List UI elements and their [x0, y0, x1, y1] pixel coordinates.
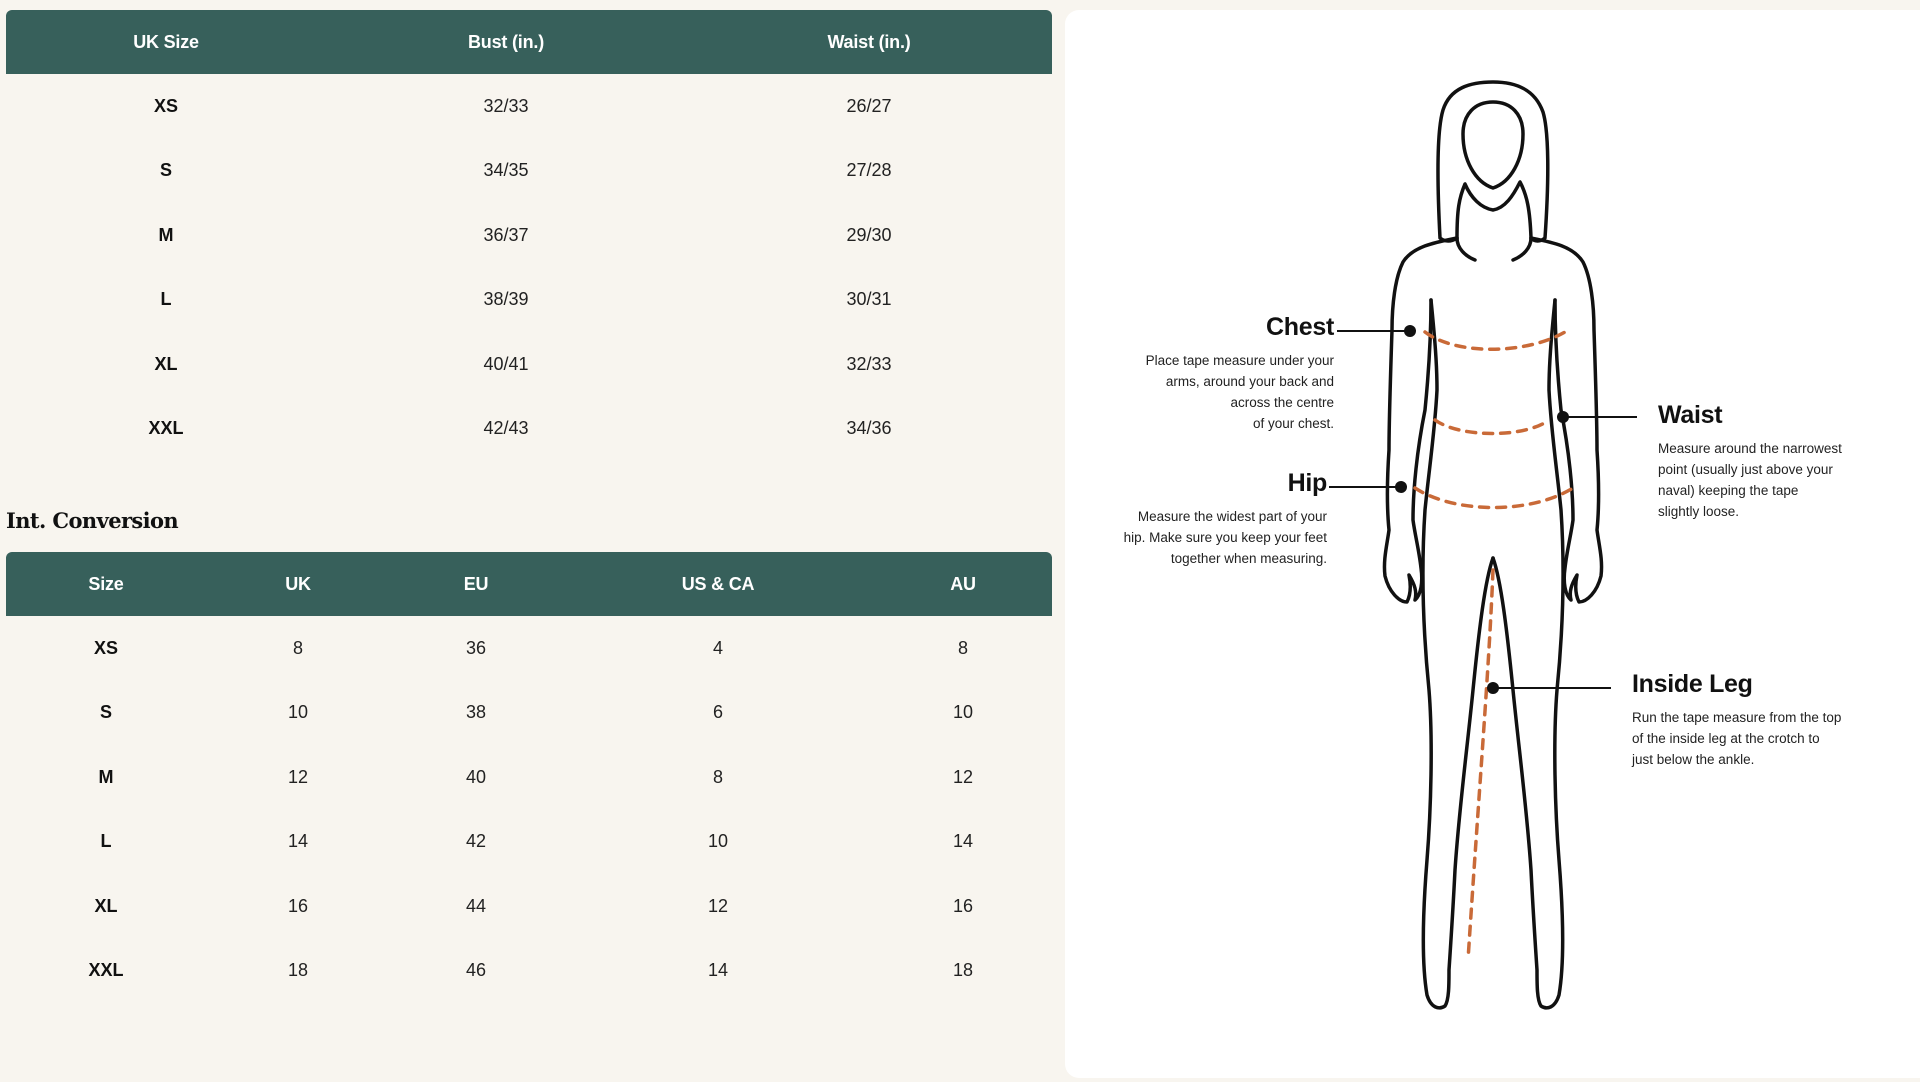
- inside-leg-callout: [1632, 670, 1882, 770]
- eu-cell: 36: [465, 637, 487, 658]
- leader-lines: [1329, 331, 1637, 688]
- waist-title: Waist: [1658, 401, 1723, 429]
- size-cell: XXL: [88, 960, 124, 981]
- us-ca-cell: 10: [707, 831, 729, 852]
- hip-line: hip. Make sure you keep your feet: [1123, 530, 1327, 545]
- size-cell: XS: [93, 637, 118, 658]
- size-cell: XL: [94, 895, 118, 916]
- hip-dot: [1395, 481, 1407, 493]
- hair-outline: [1438, 82, 1548, 241]
- inside-leg-line: just below the ankle.: [1632, 752, 1755, 767]
- eu-cell: 46: [465, 960, 487, 981]
- waist-cell: 30/31: [846, 289, 892, 310]
- waist-cell: 26/27: [846, 95, 892, 116]
- eu-cell: 44: [465, 895, 487, 916]
- chest-line: of your chest.: [1252, 416, 1334, 431]
- hip-title: Hip: [1287, 469, 1327, 497]
- conversion-table-container: [6, 552, 1052, 1003]
- eu-cell: 42: [465, 831, 487, 852]
- chest-callout: [1110, 313, 1334, 434]
- right-body-outline: [1493, 300, 1563, 1008]
- size-cell: XL: [154, 353, 178, 374]
- bust-cell: 42/43: [483, 418, 529, 439]
- hip-description: [1087, 506, 1327, 569]
- tape-measure-lines: [1415, 332, 1573, 960]
- conversion-title: Int. Conversion: [6, 508, 179, 533]
- table-row: [6, 616, 1052, 681]
- uk-cell: 12: [287, 766, 309, 787]
- eu-cell: 40: [465, 766, 487, 787]
- us-ca-cell: 12: [707, 895, 729, 916]
- waist-dot: [1557, 411, 1569, 423]
- header-eu: EU: [390, 552, 562, 616]
- waist-line: Measure around the narrowest: [1658, 441, 1842, 456]
- conversion-table: [6, 552, 1052, 1003]
- eu-cell: 38: [465, 702, 487, 723]
- waist-cell: 34/36: [846, 418, 892, 439]
- waist-cell: 29/30: [846, 224, 892, 245]
- table-header-row: [6, 10, 1052, 74]
- chest-title: Chest: [1266, 313, 1334, 341]
- waist-line: point (usually just above your: [1658, 462, 1833, 477]
- left-body-outline: [1423, 300, 1493, 1008]
- waist-line: naval) keeping the tape: [1658, 483, 1799, 498]
- right-neck-line: [1513, 238, 1531, 260]
- chest-line: Place tape measure under your: [1145, 353, 1334, 368]
- table-header-row: [6, 552, 1052, 616]
- chest-description: [1110, 350, 1334, 434]
- us-ca-cell: 14: [707, 960, 729, 981]
- bust-cell: 34/35: [483, 160, 529, 181]
- inside-leg-dot: [1487, 682, 1499, 694]
- left-neck-line: [1457, 238, 1475, 260]
- face-outline: [1463, 102, 1523, 188]
- uk-cell: 8: [292, 637, 303, 658]
- table-row: [6, 332, 1052, 397]
- waist-cell: 27/28: [846, 160, 892, 181]
- us-ca-cell: 8: [712, 766, 723, 787]
- header-uk: UK: [206, 552, 390, 616]
- us-ca-cell: 6: [712, 702, 723, 723]
- table-row: [6, 874, 1052, 939]
- header-waist: Waist (in.): [686, 10, 1052, 74]
- size-cell: M: [98, 766, 114, 787]
- chest-line: across the centre: [1230, 395, 1334, 410]
- header-bust: Bust (in.): [326, 10, 686, 74]
- body-outline: [1384, 82, 1601, 1008]
- au-cell: 18: [952, 960, 974, 981]
- table-row: [6, 397, 1052, 462]
- size-cell: S: [159, 160, 172, 181]
- inside-leg-description: [1632, 707, 1882, 770]
- size-cell: XXL: [148, 418, 184, 439]
- table-row: [6, 203, 1052, 268]
- uk-size-table: [6, 10, 1052, 461]
- waist-callout: [1658, 401, 1898, 522]
- table-row: [6, 939, 1052, 1004]
- hip-tape-line: [1415, 488, 1573, 508]
- size-cell: S: [99, 702, 112, 723]
- au-cell: 10: [952, 702, 974, 723]
- uk-cell: 10: [287, 702, 309, 723]
- table-row: [6, 810, 1052, 875]
- uk-size-table-container: [6, 10, 1052, 461]
- size-cell: L: [160, 289, 172, 310]
- table-row: [6, 681, 1052, 746]
- inside-leg-line: of the inside leg at the crotch to: [1632, 731, 1820, 746]
- bust-cell: 40/41: [483, 353, 529, 374]
- hip-callout: [1087, 469, 1327, 569]
- bust-cell: 36/37: [483, 224, 529, 245]
- inside-leg-title: Inside Leg: [1632, 670, 1753, 698]
- waist-tape-line: [1435, 420, 1549, 434]
- uk-cell: 14: [287, 831, 309, 852]
- au-cell: 16: [952, 895, 974, 916]
- chest-tape-line: [1425, 332, 1565, 349]
- inside-leg-line: Run the tape measure from the top: [1632, 710, 1842, 725]
- leader-dots: [1395, 325, 1569, 694]
- au-cell: 12: [952, 766, 974, 787]
- left-arm-outline: [1384, 238, 1457, 602]
- header-us-ca: US & CA: [562, 552, 874, 616]
- size-cell: L: [100, 831, 112, 852]
- header-size: Size: [6, 552, 206, 616]
- au-cell: 14: [952, 831, 974, 852]
- chest-dot: [1404, 325, 1416, 337]
- uk-cell: 18: [287, 960, 309, 981]
- waist-cell: 32/33: [846, 353, 892, 374]
- us-ca-cell: 4: [712, 637, 723, 658]
- hip-line: Measure the widest part of your: [1137, 509, 1327, 524]
- bust-cell: 32/33: [483, 95, 529, 116]
- uk-cell: 16: [287, 895, 309, 916]
- table-row: [6, 74, 1052, 139]
- size-cell: XS: [153, 95, 178, 116]
- table-row: [6, 268, 1052, 333]
- bust-cell: 38/39: [483, 289, 529, 310]
- header-uk-size: UK Size: [6, 10, 326, 74]
- hip-line: together when measuring.: [1170, 551, 1327, 566]
- size-cell: M: [158, 224, 174, 245]
- table-row: [6, 745, 1052, 810]
- waist-description: [1658, 438, 1898, 522]
- waist-line: slightly loose.: [1658, 504, 1740, 519]
- table-row: [6, 139, 1052, 204]
- measurement-guide-panel: [1065, 10, 1920, 1078]
- header-au: AU: [874, 552, 1052, 616]
- au-cell: 8: [957, 637, 968, 658]
- chest-line: arms, around your back and: [1165, 374, 1334, 389]
